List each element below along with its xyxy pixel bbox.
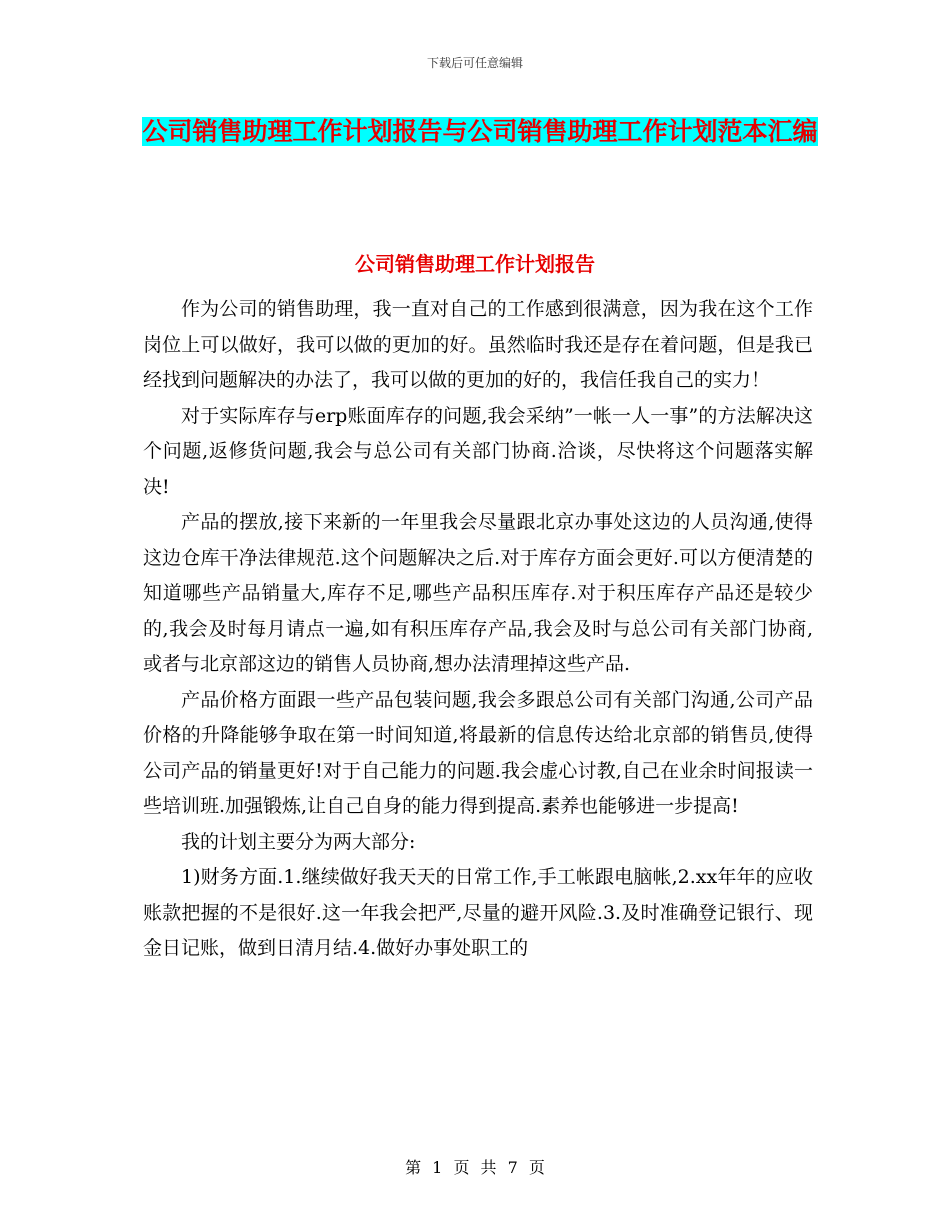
paragraph: 1)财务方面.1.继续做好我天天的日常工作,手工帐跟电脑帐,2.xx年年的应收账款把握的不是很好.这一年我会把严,尽量的避开风险.3.及时准确登记银行、现金日记账，做到日清月结.4.做好办事处职工的	[143, 866, 813, 959]
paragraph: 作为公司的销售助理，我一直对自己的工作感到很满意，因为我在这个工作岗位上可以做好，我可以做的更加的好。虽然临时我还是存在着问题，但是我已经找到问题解决的办法了，我可以做的更加的好的，我信任我自己的实力！	[143, 298, 813, 391]
paragraph: 对于实际库存与erp账面库存的问题,我会采纳”一帐一人一事”的方法解决这个问题,返修货问题,我会与总公司有关部门协商.洽谈，尽快将这个问题落实解决!	[143, 404, 813, 498]
page-footer: 第 1 页 共 7 页	[405, 1158, 545, 1177]
document-title-text: 公司销售助理工作计划报告与公司销售助理工作计划范本汇编	[142, 117, 818, 146]
page-header-note: 下载后可任意编辑	[426, 56, 523, 70]
section-title: 公司销售助理工作计划报告	[355, 252, 595, 276]
document-body	[143, 292, 813, 967]
document-title	[140, 108, 820, 156]
paragraph: 产品的摆放,接下来新的一年里我会尽量跟北京办事处这边的人员沟通,使得这边仓库干净法律规范.这个问题解决之后.对于库存方面会更好.可以方便清楚的知道哪些产品销量大,库存不足,哪些产品积压库存.对于积压库存产品还是较少的,我会及时每月请点一遍,如有积压库存产品,我会及时与总公司有关部门协商,或者与北京部这边的销售人员协商,想办法清理掉这些产品.	[143, 511, 813, 675]
paragraph: 我的计划主要分为两大部分:	[181, 830, 416, 853]
paragraph: 产品价格方面跟一些产品包装问题,我会多跟总公司有关部门沟通,公司产品价格的升降能够争取在第一时间知道,将最新的信息传达给北京部的销售员,使得公司产品的销量更好!对于自己能力的问题.我会虚心讨教,自己在业余时间报读一些培训班.加强锻炼,让自己自身的能力得到提高.素养也能够进一步提高!	[143, 688, 813, 817]
